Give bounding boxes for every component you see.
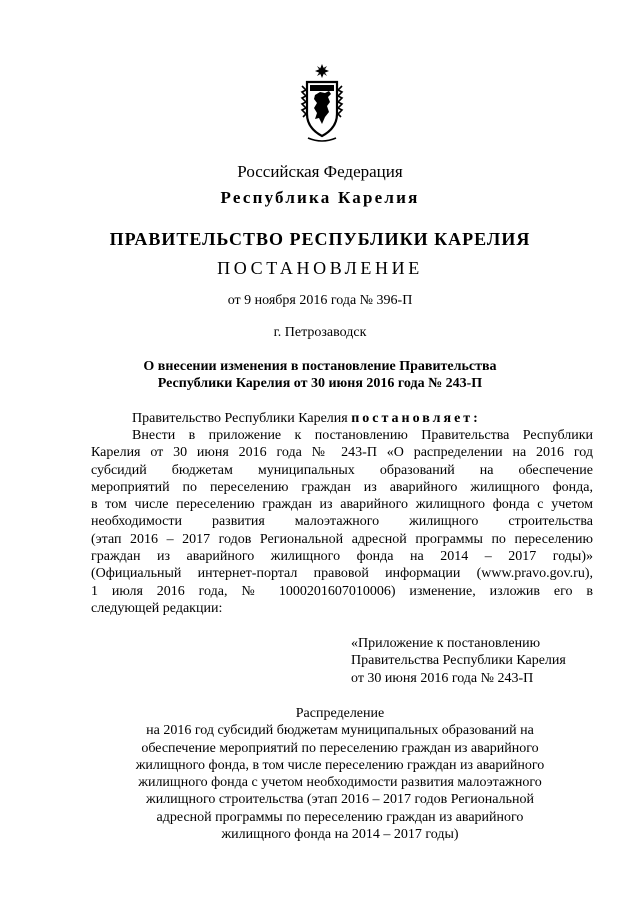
resolution-intro bbox=[91, 410, 593, 427]
body-line: Карелия от 30 июня 2016 года № 243-П «О распределении на 2016 год bbox=[91, 445, 593, 461]
distribution-title: Распределение bbox=[295, 706, 385, 721]
intro-text: Правительство Республики Карелия bbox=[132, 411, 352, 426]
coat-of-arms-emblem bbox=[298, 62, 346, 148]
distribution-line: обеспечение мероприятий по переселению граждан из аварийного bbox=[141, 740, 539, 756]
government-title: ПРАВИТЕЛЬСТВО РЕСПУБЛИКИ КАРЕЛИЯ bbox=[109, 229, 531, 249]
body-line: необходимости развития малоэтажного жилищного строительства bbox=[91, 514, 593, 530]
distribution-line: жилищного фонда, в том числе переселению граждан из аварийного bbox=[135, 757, 545, 773]
distribution-line: жилищного фонда на 2014 – 2017 годы) bbox=[221, 827, 459, 843]
appendix-line: «Приложение к постановлению bbox=[351, 636, 541, 651]
decree-subject bbox=[0, 358, 640, 392]
distribution-line: жилищного строительства (этап 2016 – 2017 годов Региональной bbox=[146, 792, 534, 808]
intro-keyword: постановляет: bbox=[351, 411, 481, 426]
appendix-line: от 30 июня 2016 года № 243-П bbox=[351, 670, 534, 686]
body-line: следующей редакции: bbox=[91, 600, 223, 616]
body-line: Внести в приложение к постановлению Правительства Республики bbox=[132, 428, 593, 443]
body-line: граждан из аварийного жилищного фонда на 2014 – 2017 годы)» bbox=[91, 549, 593, 565]
body-line: субсидий бюджетам муниципальных образований на обеспечение bbox=[91, 462, 593, 478]
body-line: в том числе переселению граждан из аварийного жилищного фонда с учетом bbox=[91, 497, 593, 513]
distribution-line: адресной программы по переселению граждан из аварийного bbox=[156, 809, 524, 825]
distribution-heading bbox=[100, 705, 580, 843]
distribution-line: на 2016 год субсидий бюджетам муниципальных образований на bbox=[146, 723, 534, 739]
city-name: г. Петрозаводск bbox=[273, 325, 367, 340]
country-name: Российская Федерация bbox=[237, 162, 403, 181]
body-line: мероприятий по переселению граждан из аварийного жилищного фонда, bbox=[91, 479, 593, 495]
republic-name: Республика Карелия bbox=[220, 188, 420, 207]
resolution-body bbox=[91, 427, 593, 617]
subject-line: О внесении изменения в постановление Правительства bbox=[143, 359, 497, 374]
document-type: ПОСТАНОВЛЕНИЕ bbox=[217, 258, 423, 278]
appendix-reference bbox=[351, 635, 601, 687]
subject-line: Республики Карелия от 30 июня 2016 года № 243-П bbox=[157, 376, 483, 391]
decree-date-number: от 9 ноября 2016 года № 396-П bbox=[227, 293, 413, 308]
body-line: (этап 2016 – 2017 годов Региональной адресной программы по переселению bbox=[91, 531, 593, 547]
distribution-line: жилищного фонда с учетом необходимости развития малоэтажного bbox=[138, 775, 542, 791]
body-line: 1 июля 2016 года, № 1000201607010006) изменение, изложив его в bbox=[91, 583, 593, 599]
appendix-line: Правительства Республики Карелия bbox=[351, 653, 566, 669]
body-line: (Официальный интернет-портал правовой информации (www.pravo.gov.ru), bbox=[91, 566, 593, 582]
